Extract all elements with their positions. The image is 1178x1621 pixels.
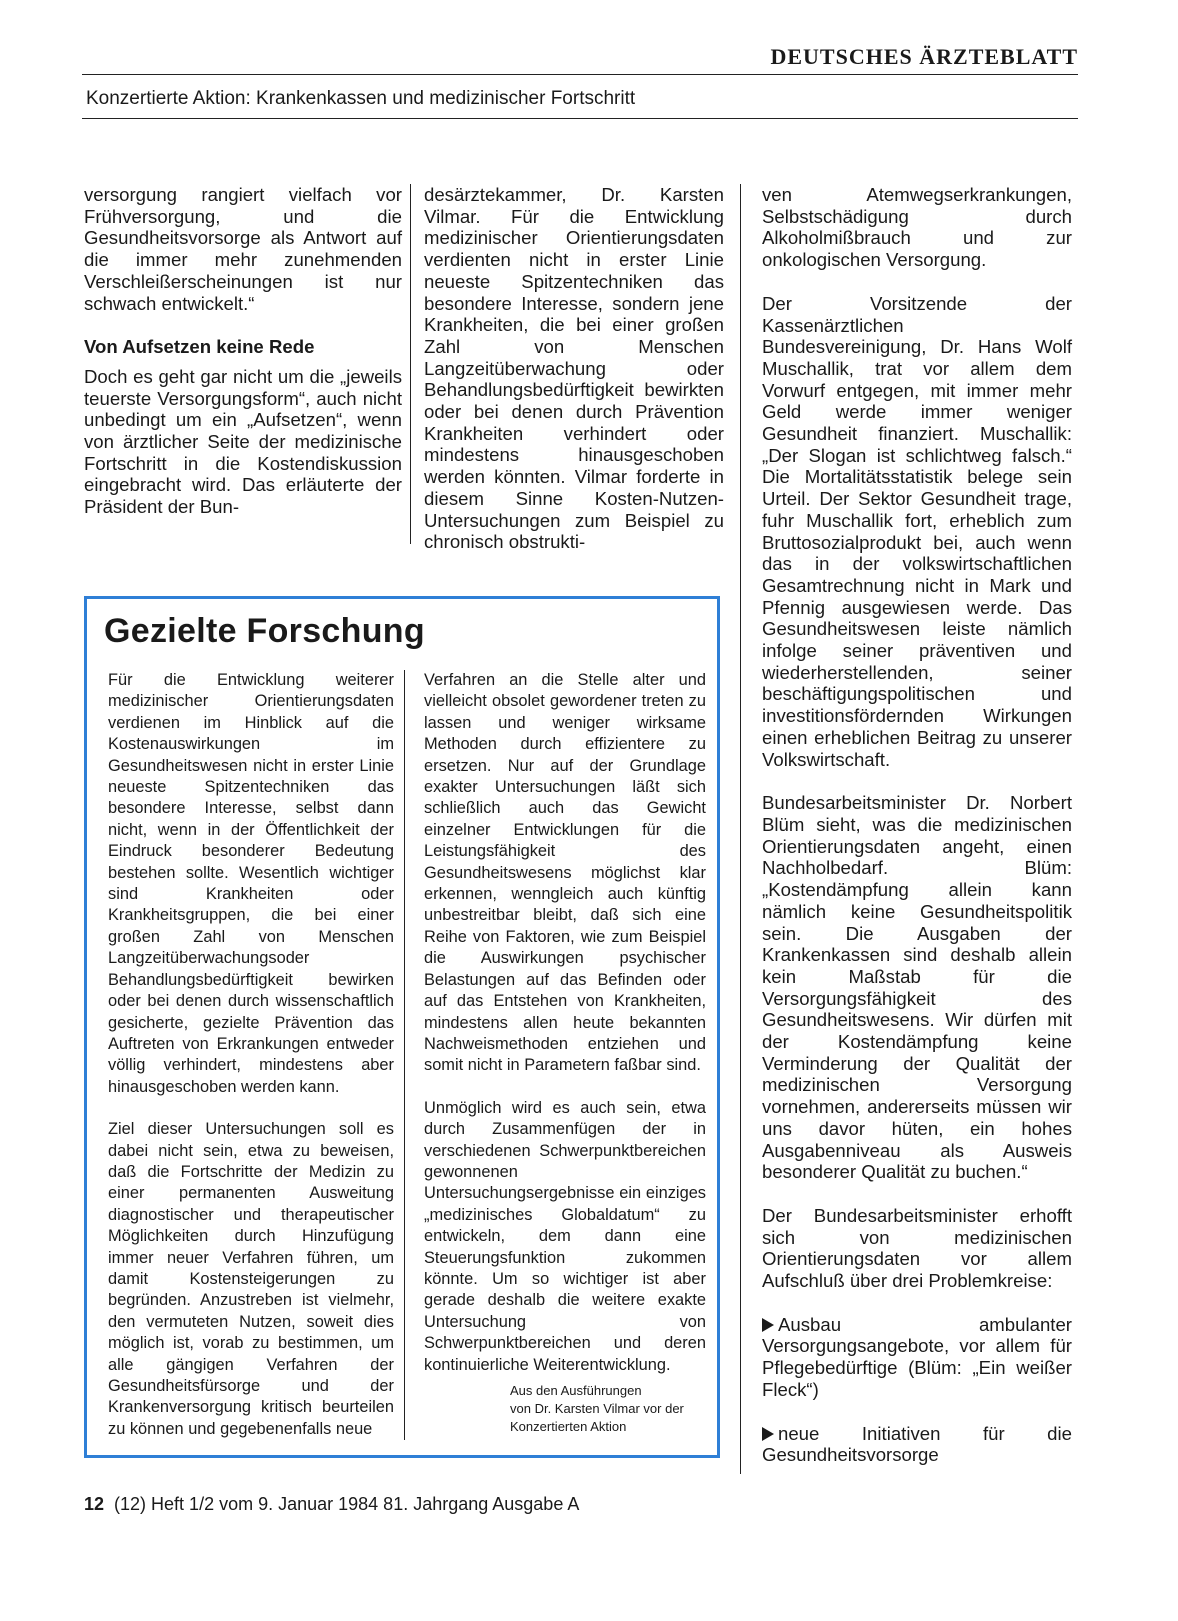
column-divider bbox=[740, 184, 741, 1474]
paragraph: desärztekammer, Dr. Karsten Vilmar. Für die Entwicklung medizinischer Orientierungsdaten verdienten nicht in erster Linie neueste Spitzentechniken das besondere Interesse, sondern jene Krankheiten, die bei einer großen Zahl von Menschen Langzeitüberwachung oder Behandlungsbedürftigkeit bewirkten oder bei denen durch Prävention Krankheiten verhindert oder mindestens hinausgeschoben werden könnten. Vilmar forderte in diesem Sinne Kosten-Nutzen-Untersuchungen zum Beispiel zu chronisch obstrukti- bbox=[424, 184, 724, 553]
text-column-3 bbox=[762, 184, 1072, 1466]
credit-line: Konzertierten Aktion bbox=[510, 1419, 627, 1434]
paragraph: Verfahren an die Stelle alter und vielleicht obsolet gewordener treten zu lassen und weniger wirksame Methoden durch effizientere zu ersetzen. Nur auf der Grundlage exakter Untersuchungen läßt sich schließlich auch das Gewicht einzelner Entwicklungen für die Leistungsfähigkeit des Gesundheitswesens möglichst klar erkennen, wenngleich auch künftig unbestreitbar bleibt, daß sich eine Reihe von Faktoren, wie zum Beispiel die Auswirkungen psychischer Belastungen auf das Befinden oder auf das Entstehen von Krankheiten, mindestens allen heute bekannten Nachweismethoden entziehen und somit nicht in Parametern faßbar sind. bbox=[424, 671, 706, 1075]
box-title: Gezielte Forschung bbox=[104, 612, 425, 650]
bullet-item bbox=[762, 1314, 1072, 1401]
subhead-rule bbox=[82, 118, 1078, 119]
paragraph: Bundesarbeitsminister Dr. Norbert Blüm sieht, was die medizinischen Orientierungsdaten angeht, einen Nachholbedarf. Blüm: „Kostendämpfung allein kann nämlich keine Gesundheitspolitik sein. Die Ausgaben der Krankenkassen sind deshalb allein kein Maßstab für die Versorgungsfähigkeit des Gesundheitswesens. Wir dürfen mit der Kostendämpfung keine Verminderung der Qualität der medizinischen Versorgung vornehmen, andererseits müssen wir uns davor hüten, ein hohes Ausgabenniveau als Ausweis besonderer Qualität zu buchen.“ bbox=[762, 792, 1072, 1183]
text-column-1 bbox=[84, 184, 402, 518]
triangle-bullet-icon bbox=[762, 1318, 774, 1332]
paragraph: Doch es geht gar nicht um die „jeweils teuerste Versorgungsform“, auch nicht unbedingt um ein „Aufsetzen“, wenn von ärztlicher Seite der medizinische Fortschritt in die Kostendiskussion eingebracht wird. Das erläuterte der Präsident der Bun- bbox=[84, 365, 402, 518]
box-column-2 bbox=[424, 670, 706, 1376]
box-credit bbox=[510, 1382, 710, 1436]
section-subhead: Konzertierte Aktion: Krankenkassen und medizinischer Fortschritt bbox=[86, 88, 636, 109]
text-column-2 bbox=[424, 184, 724, 553]
paragraph: Der Vorsitzende der Kassenärztlichen Bundesvereinigung, Dr. Hans Wolf Muschallik, trat vor allem dem Vorwurf entgegen, mit immer mehr Geld werde immer weniger Gesundheit finanziert. Muschallik: „Der Slogan ist schlichtweg falsch.“ Die Mortalitätsstatistik belege sein Urteil. Der Sektor Gesundheit trage, fuhr Muschallik fort, erheblich zum Bruttosozialprodukt bei, auch wenn das in der volkswirtschaftlichen Gesamtrechnung nicht in Mark und Pfennig ausgewiesen werde. Das Gesundheitswesen leiste nämlich infolge seiner präventiven und wiederherstellenden, seiner beschäftigungspolitischen und investitionsfördernden Wirkungen einen erheblichen Beitrag zu unserer Volkswirtschaft. bbox=[762, 292, 1072, 770]
section-heading: Von Aufsetzen keine Rede bbox=[84, 336, 315, 358]
paragraph: versorgung rangiert vielfach vor Frühversorgung, und die Gesundheitsvorsorge als Antwort auf die immer mehr zunehmenden Verschleißerscheinungen ist nur schwach entwickelt.“ bbox=[84, 184, 402, 314]
paragraph: Ziel dieser Untersuchungen soll es dabei nicht sein, etwa zu beweisen, daß die Fortschritte der Medizin zu einer permanenten Ausweitung diagnostischer und therapeutischer Möglichkeiten durch Hinzufügung immer neuer Verfahren führen, um damit Kostensteigerungen zu begründen. Anzustreben ist vielmehr, den vermuteten Nutzen, soweit dies möglich ist, vorab zu bestimmen, um alle gängigen Verfahren der Gesundheitsfürsorge und der Krankenversorgung kritisch beurteilen zu können und gegebenenfalls neue bbox=[108, 1120, 394, 1438]
issue-info: (12) Heft 1/2 vom 9. Januar 1984 81. Jahrgang Ausgabe A bbox=[114, 1494, 580, 1514]
box-column-divider bbox=[404, 670, 405, 1440]
triangle-bullet-icon bbox=[762, 1427, 774, 1441]
page-number: 12 bbox=[84, 1494, 105, 1514]
credit-line: von Dr. Karsten Vilmar vor der bbox=[510, 1401, 684, 1416]
column-divider bbox=[410, 184, 411, 544]
bullet-text: neue Initiativen für die Gesundheitsvorsorge bbox=[762, 1422, 1072, 1466]
page-footer bbox=[84, 1494, 579, 1515]
paragraph: Für die Entwicklung weiterer medizinischer Orientierungsdaten verdienen im Hinblick auf die Kostenauswirkungen im Gesundheitswesen nicht in erster Linie neueste Spitzentechniken das besondere Interesse, selbst dann nicht, wenn in der Öffentlichkeit der Eindruck besonderer Bedeutung bestehen sollte. Wesentlich wichtiger sind Krankheiten oder Krankheitsgruppen, die bei einer großen Zahl von Menschen Langzeitüberwachungsoder Behandlungsbedürftigkeit bewirken oder bei denen durch wissenschaftlich gesicherte, gezielte Prävention das Auftreten von Erkrankungen entweder völlig verhindert, mindestens aber hinausgeschoben werden kann. bbox=[108, 671, 394, 1096]
paragraph: ven Atemwegserkrankungen, Selbstschädigung durch Alkoholmißbrauch und zur onkologischen Versorgung. bbox=[762, 184, 1072, 271]
credit-line: Aus den Ausführungen bbox=[510, 1383, 642, 1398]
paragraph: Unmöglich wird es auch sein, etwa durch Zusammenfügen der in verschiedenen Schwerpunktbereichen gewonnenen Untersuchungsergebnisse ein einziges „medizinisches Globaldatum“ zu entwickeln, dem dann eine Steuerungsfunktion zukommen könnte. Um so wichtiger ist aber gerade deshalb die weitere exakte Untersuchung von Schwerpunktbereichen und deren kontinuierliche Weiterentwicklung. bbox=[424, 1098, 706, 1374]
bullet-text: Ausbau ambulanter Versorgungsangebote, vor allem für Pflegebedürftige (Blüm: „Ein weißer Fleck“) bbox=[762, 1313, 1072, 1400]
paragraph: Der Bundesarbeitsminister erhofft sich von medizinischen Orientierungsdaten vor allem Aufschluß über drei Problemkreise: bbox=[762, 1204, 1072, 1292]
header-rule bbox=[82, 74, 1078, 75]
masthead: DEUTSCHES ÄRZTEBLATT bbox=[770, 44, 1078, 69]
box-column-1 bbox=[108, 670, 394, 1440]
bullet-item bbox=[762, 1423, 1072, 1466]
